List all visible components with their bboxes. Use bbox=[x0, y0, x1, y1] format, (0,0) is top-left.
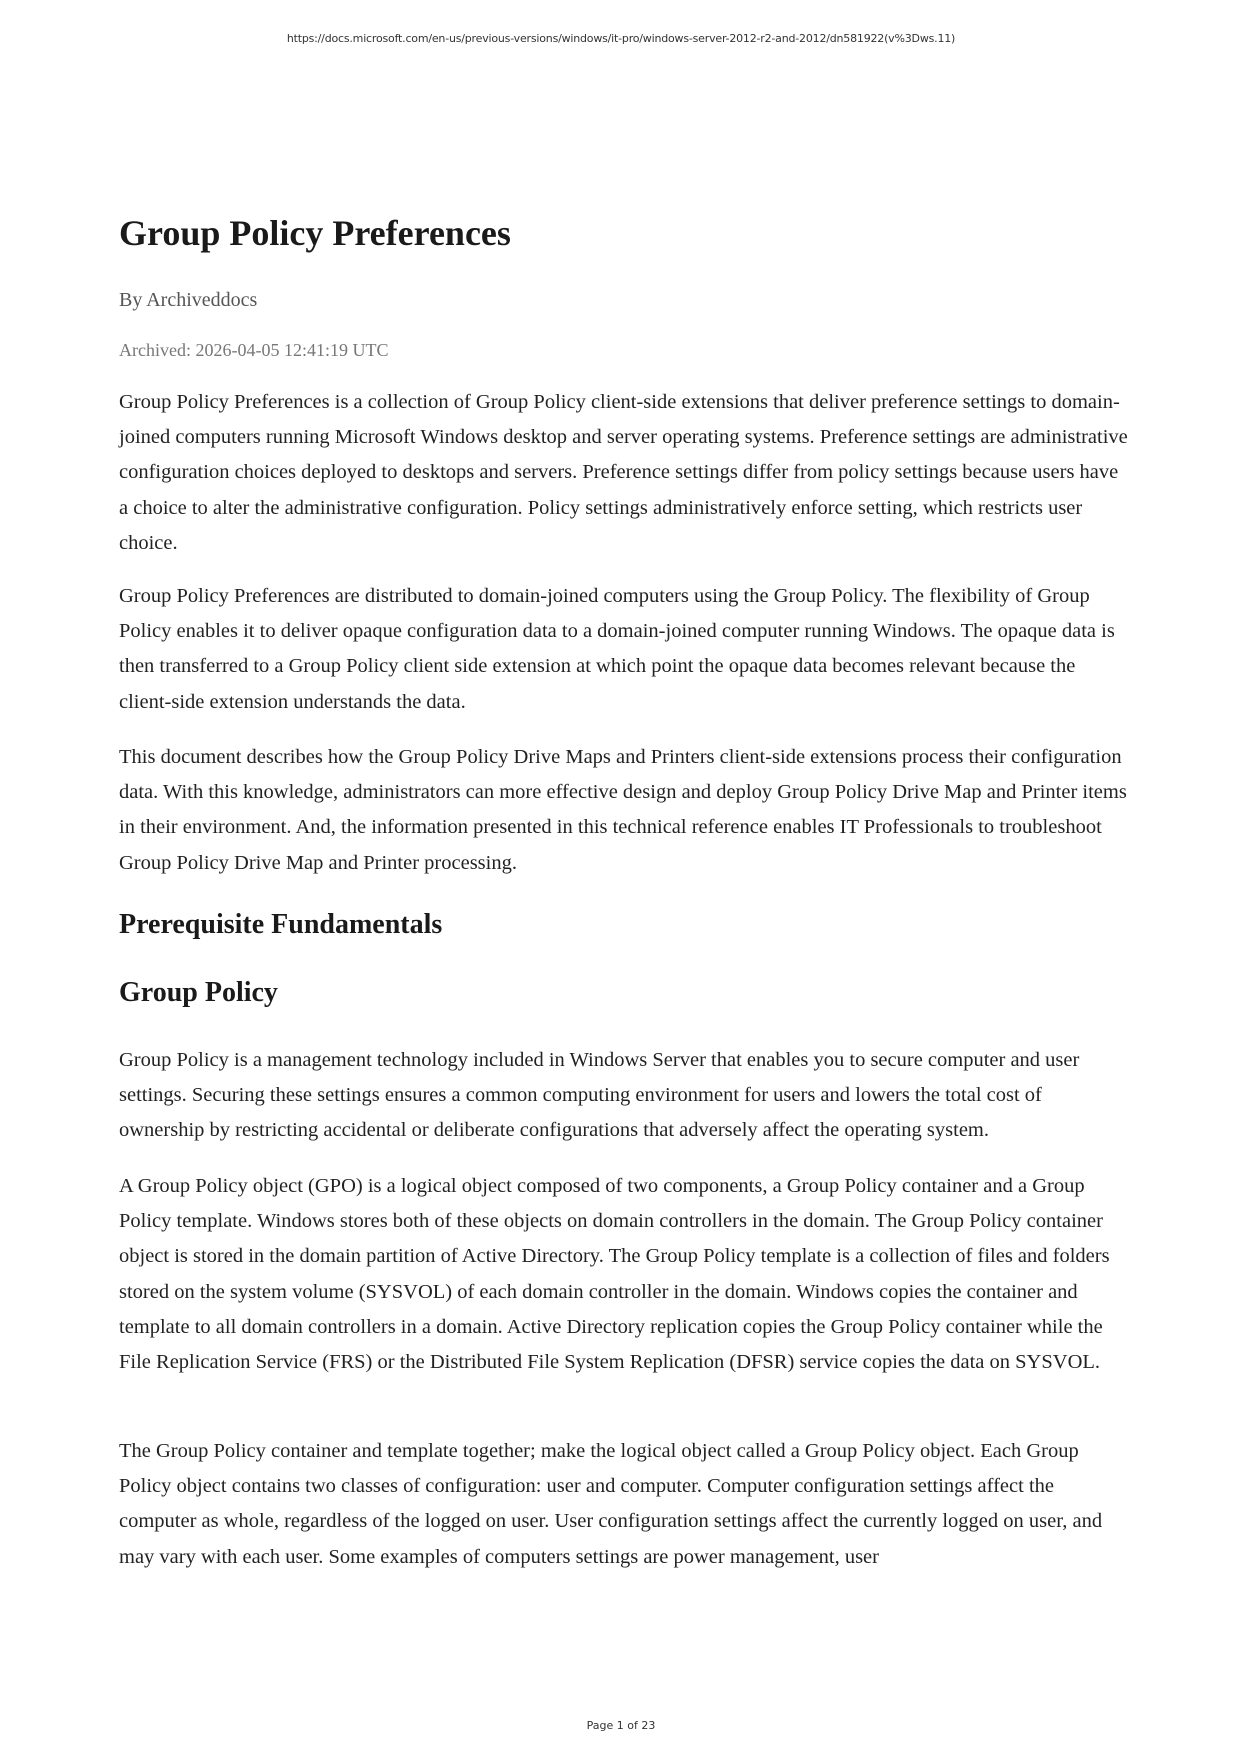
group-policy-paragraph-3: The Group Policy container and template together; make the logical object called a Group Policy object. Each Group Policy object contains two classes of configuration: user and computer. Computer configuration settings affect the computer as whole, regardless of the logged on user. User configuration settings affect the currently logged on user, and may vary with each user. Some examples of computers settings are power management, user bbox=[119, 1440, 1103, 1568]
subsection-heading: Group Policy bbox=[119, 977, 278, 1008]
section-heading: Prerequisite Fundamentals bbox=[119, 909, 443, 940]
page-url-header: https://docs.microsoft.com/en-us/previous-versions/windows/it-pro/windows-server-2012-r2-and-2012/dn581922(v%3Dws.11) bbox=[286, 32, 956, 45]
author-byline: By Archiveddocs bbox=[119, 289, 258, 311]
intro-paragraph-3: This document describes how the Group Policy Drive Maps and Printers client-side extensions process their configuration data. With this knowledge, administrators can more effective design and deploy Group Policy Drive Map and Printer items in their environment. And, the information presented in this technical reference enables IT Professionals to troubleshoot Group Policy Drive Map and Printer processing. bbox=[119, 746, 1127, 874]
intro-paragraph-1: Group Policy Preferences is a collection of Group Policy client-side extensions that deliver preference settings to domain-joined computers running Microsoft Windows desktop and server operating systems. Preference settings are administrative configuration choices deployed to desktops and servers. Preference settings differ from policy settings because users have a choice to alter the administrative configuration. Policy settings administratively enforce setting, which restricts user choice. bbox=[119, 391, 1128, 554]
group-policy-paragraph-1: Group Policy is a management technology included in Windows Server that enables you to secure computer and user settings. Securing these settings ensures a common computing environment for users and lowers the total cost of ownership by restricting accidental or deliberate configurations that adversely affect the operating system. bbox=[119, 1049, 1080, 1142]
page-title: Group Policy Preferences bbox=[119, 213, 511, 253]
group-policy-paragraph-2: A Group Policy object (GPO) is a logical object composed of two components, a Group Policy container and a Group Policy template. Windows stores both of these objects on domain controllers in the domain. The Group Policy container object is stored in the domain partition of Active Directory. The Group Policy template is a collection of files and folders stored on the system volume (SYSVOL) of each domain controller in the domain. Windows copies the container and template to all domain controllers in a domain. Active Directory replication copies the Group Policy container while the File Replication Service (FRS) or the Distributed File System Replication (DFSR) service copies the data on SYSVOL. bbox=[119, 1175, 1110, 1374]
intro-paragraph-2: Group Policy Preferences are distributed to domain-joined computers using the Group Policy. The flexibility of Group Policy enables it to deliver opaque configuration data to a domain-joined computer running Windows. The opaque data is then transferred to a Group Policy client side extension at which point the opaque data becomes relevant because the client-side extension understands the data. bbox=[119, 585, 1115, 713]
page-number: Page 1 of 23 bbox=[586, 1719, 656, 1732]
archived-timestamp: Archived: 2026-04-05 12:41:19 UTC bbox=[119, 340, 389, 360]
